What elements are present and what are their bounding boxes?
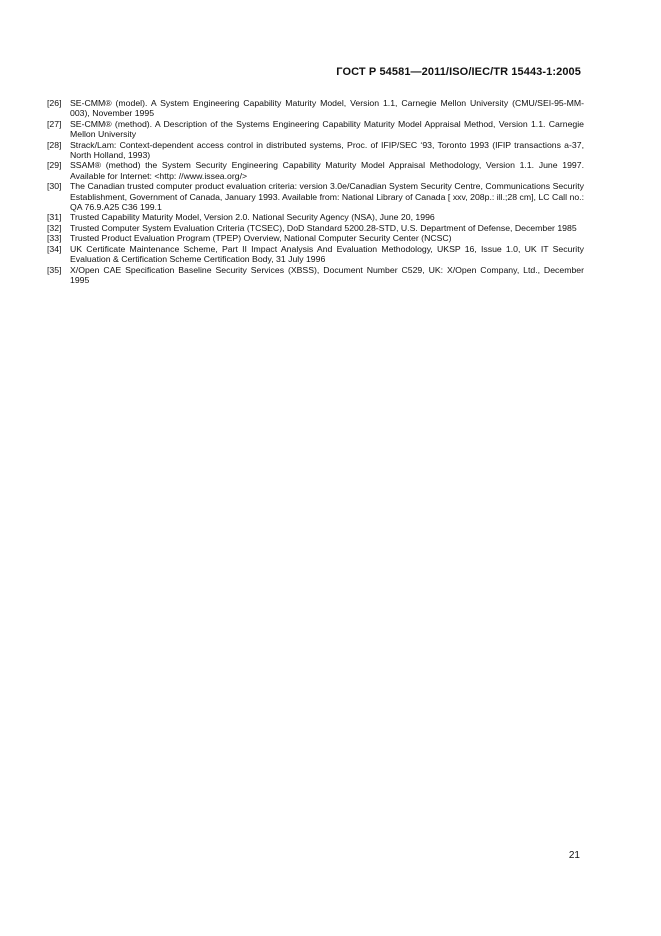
reference-number: [29] — [47, 160, 62, 171]
bibliography-list — [47, 98, 584, 285]
reference-text: SE-CMM® (method). A Description of the Systems Engineering Capability Maturity Model Appraisal Method, Version 1.1. Carnegie Mellon University — [70, 118, 584, 140]
reference-number: [32] — [47, 222, 62, 233]
reference-text: SE-CMM® (model). A System Engineering Capability Maturity Model, Version 1.1, Carnegie Mellon University (CMU/SEI-95-MM-003), November 1995 — [70, 98, 584, 119]
reference-item — [47, 223, 584, 233]
reference-text: Strack/Lam: Context-dependent access control in distributed systems, Proc. of IFIP/SEC ‘93, Toronto 1993 (IFIP transactions a-37, North Holland, 1993) — [70, 139, 584, 161]
reference-text: X/Open CAE Specification Baseline Security Services (XBSS), Document Number C529, UK: X/Open Company, Ltd., December 1995 — [70, 264, 584, 285]
reference-number: [35] — [47, 264, 62, 275]
reference-item — [47, 244, 584, 265]
reference-item — [47, 212, 584, 222]
reference-item — [47, 98, 584, 119]
reference-item — [47, 140, 584, 161]
reference-number: [28] — [47, 139, 62, 150]
reference-item — [47, 265, 584, 286]
reference-text: Trusted Computer System Evaluation Criteria (TCSEC), DoD Standard 5200.28-STD, U.S. Department of Defense, December 1985 — [70, 222, 577, 233]
reference-item — [47, 119, 584, 140]
reference-item — [47, 233, 584, 243]
reference-number: [26] — [47, 98, 62, 108]
reference-number: [31] — [47, 212, 62, 223]
reference-text: SSAM® (method) the System Security Engineering Capability Maturity Model Appraisal Methodology, Version 1.1. June 1997. Available for Internet: <http: //www.issea.org/> — [70, 160, 584, 181]
reference-text: The Canadian trusted computer product evaluation criteria: version 3.0e/Canadian System Security Centre, Communications Security Establishment, Government of Canada, January 1993. Available from: National Library of Canada [ xxv, 208p.: ill.;28 cm], LC Call no.: QA 76.9.A25 C36 199.1 — [70, 181, 584, 213]
reference-item — [47, 181, 584, 212]
reference-text: Trusted Product Evaluation Program (TPEP) Overview, National Computer Security Center (NCSC) — [70, 233, 452, 244]
page-number: 21 — [568, 850, 580, 861]
document-header: ГОСТ Р 54581—2011/ISO/IEC/TR 15443-1:2005 — [336, 66, 581, 78]
reference-number: [30] — [47, 181, 62, 192]
reference-number: [33] — [47, 233, 62, 244]
reference-number: [27] — [47, 118, 62, 129]
reference-item — [47, 160, 584, 181]
reference-text: UK Certificate Maintenance Scheme, Part II Impact Analysis And Evaluation Methodology, UKSP 16, Issue 1.0, UK IT Security Evaluation & Certification Scheme Certification Body, 31 July 1996 — [70, 243, 584, 265]
reference-text: Trusted Capability Maturity Model, Version 2.0. National Security Agency (NSA), June 20, 1996 — [70, 212, 435, 223]
reference-number: [34] — [47, 243, 62, 254]
